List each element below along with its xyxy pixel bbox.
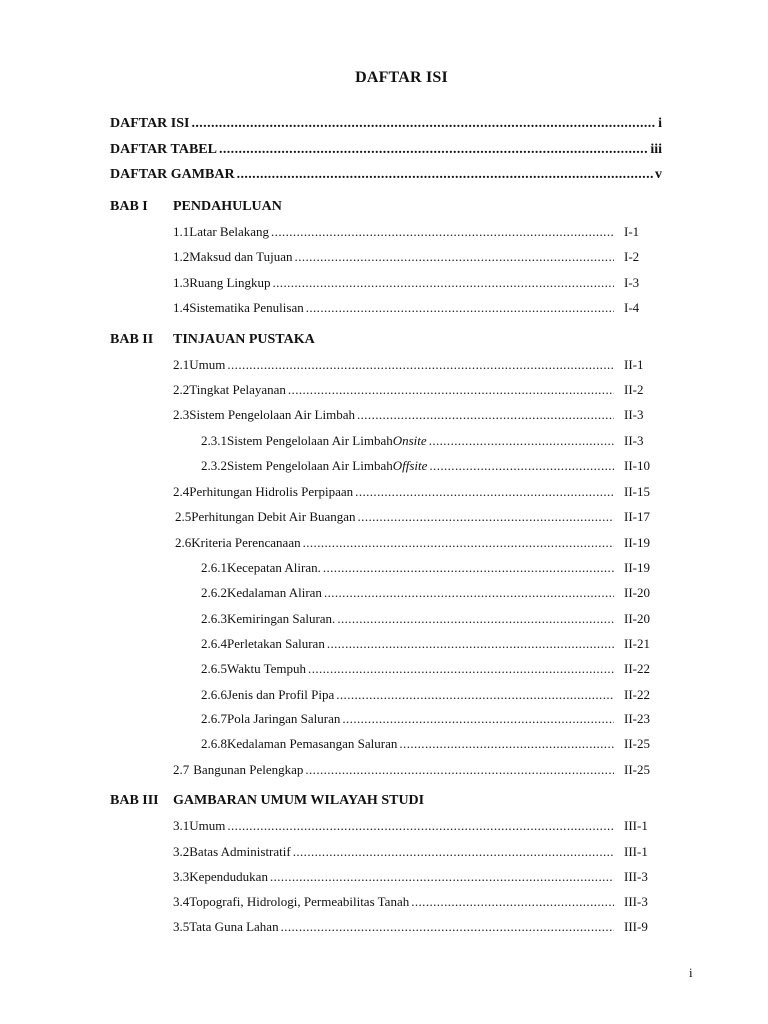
subsection-number: 2.6.2 bbox=[201, 585, 227, 600]
chapter-heading-bab-ii[interactable] bbox=[110, 329, 315, 351]
toc-entry[interactable] bbox=[173, 842, 660, 862]
section-number: 1.4 bbox=[173, 300, 190, 315]
section-number: 3.2 bbox=[173, 844, 190, 859]
toc-subentry[interactable] bbox=[201, 609, 660, 629]
dot-leader bbox=[288, 380, 614, 400]
toc-entry[interactable] bbox=[173, 760, 660, 780]
section-page: I-2 bbox=[624, 249, 640, 264]
section-number: 2.5 bbox=[175, 509, 192, 524]
subsection-page: II-19 bbox=[624, 560, 650, 575]
dot-leader bbox=[342, 709, 614, 729]
subsection-page: II-22 bbox=[624, 687, 650, 702]
dot-leader bbox=[237, 165, 653, 185]
subsection-number: 2.6.6 bbox=[201, 687, 227, 702]
section-page: II-1 bbox=[624, 357, 644, 372]
subsection-page: II-22 bbox=[624, 661, 650, 676]
toc-entry[interactable] bbox=[173, 273, 660, 293]
dot-leader bbox=[355, 482, 614, 502]
dot-leader bbox=[270, 867, 614, 887]
subsection-title-italic: Onsite bbox=[392, 433, 427, 448]
toc-entry[interactable] bbox=[173, 298, 660, 318]
subsection-page: II-20 bbox=[624, 611, 650, 626]
section-page: III-3 bbox=[624, 869, 648, 884]
chapter-heading-bab-i[interactable] bbox=[110, 196, 282, 218]
section-page: III-1 bbox=[624, 844, 648, 859]
section-number: 3.4 bbox=[173, 894, 190, 909]
subsection-page: II-3 bbox=[624, 433, 644, 448]
section-page: III-9 bbox=[624, 919, 648, 934]
section-title: Topografi, Hidrologi, Permeabilitas Tanah bbox=[189, 894, 410, 909]
subsection-title-italic: Offsite bbox=[392, 458, 428, 473]
subsection-number: 2.6.1 bbox=[201, 560, 227, 575]
dot-leader bbox=[305, 760, 614, 780]
toc-subentry[interactable] bbox=[201, 709, 660, 729]
dot-leader bbox=[281, 917, 614, 937]
dot-leader bbox=[327, 634, 614, 654]
toc-entry[interactable] bbox=[173, 355, 660, 375]
toc-entry[interactable] bbox=[175, 507, 660, 527]
subsection-number: 2.6.5 bbox=[201, 661, 227, 676]
section-title: Ruang Lingkup bbox=[189, 275, 271, 290]
toc-entry[interactable] bbox=[175, 533, 660, 553]
dot-leader bbox=[191, 114, 656, 134]
subsection-title: Perletakan Saluran bbox=[227, 636, 325, 651]
section-title: Kependudukan bbox=[189, 869, 268, 884]
subsection-title: Kedalaman Pemasangan Saluran bbox=[227, 736, 398, 751]
chapter-title: TINJAUAN PUSTAKA bbox=[173, 332, 315, 347]
subsection-title: Waktu Tempuh bbox=[227, 661, 307, 676]
toc-entry[interactable] bbox=[173, 222, 660, 242]
section-page: I-1 bbox=[624, 224, 640, 239]
dot-leader bbox=[324, 583, 614, 603]
dot-leader bbox=[429, 431, 614, 451]
section-number: 1.2 bbox=[173, 249, 190, 264]
toc-subentry[interactable] bbox=[201, 634, 660, 654]
subsection-title: Jenis dan Profil Pipa bbox=[227, 687, 335, 702]
page-title: DAFTAR ISI bbox=[355, 69, 448, 86]
toc-entry[interactable] bbox=[173, 405, 660, 425]
section-page: I-4 bbox=[624, 300, 640, 315]
section-title: Tingkat Pelayanan bbox=[189, 382, 286, 397]
toc-subentry[interactable] bbox=[201, 734, 660, 754]
subsection-title: Pola Jaringan Saluran bbox=[227, 711, 341, 726]
chapter-title: PENDAHULUAN bbox=[173, 199, 282, 214]
subsection-number: 2.3.2 bbox=[201, 458, 227, 473]
dot-leader bbox=[429, 456, 614, 476]
toc-subentry[interactable] bbox=[201, 558, 660, 578]
subsection-page: II-25 bbox=[624, 736, 650, 751]
toc-entry-page: v bbox=[655, 167, 662, 182]
section-page: II-17 bbox=[624, 509, 650, 524]
toc-subentry[interactable] bbox=[201, 456, 660, 476]
section-page: II-3 bbox=[624, 407, 644, 422]
chapter-number: BAB II bbox=[110, 332, 154, 347]
toc-entry[interactable] bbox=[173, 892, 660, 912]
toc-entry-daftar-gambar[interactable] bbox=[110, 165, 662, 185]
toc-entry[interactable] bbox=[173, 380, 660, 400]
section-title: Bangunan Pelengkap bbox=[193, 762, 304, 777]
section-page: II-15 bbox=[624, 484, 650, 499]
toc-entry[interactable] bbox=[173, 482, 660, 502]
toc-subentry[interactable] bbox=[201, 659, 660, 679]
toc-entry[interactable] bbox=[173, 816, 660, 836]
toc-subentry[interactable] bbox=[201, 685, 660, 705]
subsection-title: Sistem Pengelolaan Air Limbah bbox=[227, 433, 393, 448]
dot-leader bbox=[357, 405, 614, 425]
section-page: III-3 bbox=[624, 894, 648, 909]
section-title: Tata Guna Lahan bbox=[189, 919, 279, 934]
dot-leader bbox=[295, 247, 614, 267]
section-number: 3.1 bbox=[173, 818, 190, 833]
section-title: Perhitungan Hidrolis Perpipaan bbox=[189, 484, 354, 499]
dot-leader bbox=[227, 355, 614, 375]
dot-leader bbox=[306, 298, 614, 318]
toc-entry-page: iii bbox=[650, 142, 662, 157]
section-number: 2.3 bbox=[173, 407, 190, 422]
chapter-heading-bab-iii[interactable] bbox=[110, 790, 424, 812]
dot-leader bbox=[293, 842, 614, 862]
dot-leader bbox=[399, 734, 614, 754]
dot-leader bbox=[337, 609, 614, 629]
toc-entry-page: i bbox=[658, 116, 662, 131]
section-title: Sistem Pengelolaan Air Limbah bbox=[189, 407, 355, 422]
subsection-title: Kecepatan Aliran. bbox=[227, 560, 321, 575]
section-title: Umum bbox=[189, 818, 226, 833]
section-number: 2.4 bbox=[173, 484, 190, 499]
subsection-number: 2.3.1 bbox=[201, 433, 227, 448]
toc-entry-label: DAFTAR ISI bbox=[110, 116, 190, 131]
toc-entry-daftar-isi[interactable] bbox=[110, 114, 662, 134]
section-title: Umum bbox=[189, 357, 226, 372]
section-number: 2.7 bbox=[173, 762, 190, 777]
toc-entry-daftar-tabel[interactable] bbox=[110, 140, 662, 160]
subsection-number: 2.6.4 bbox=[201, 636, 227, 651]
dot-leader bbox=[411, 892, 614, 912]
subsection-page: II-20 bbox=[624, 585, 650, 600]
toc-entry-label: DAFTAR GAMBAR bbox=[110, 167, 235, 182]
subsection-title: Kedalaman Aliran bbox=[227, 585, 322, 600]
chapter-number: BAB III bbox=[110, 793, 159, 808]
chapter-number: BAB I bbox=[110, 199, 148, 214]
section-page: II-19 bbox=[624, 535, 650, 550]
section-title: Perhitungan Debit Air Buangan bbox=[191, 509, 356, 524]
section-title: Kriteria Perencanaan bbox=[191, 535, 301, 550]
dot-leader bbox=[308, 659, 614, 679]
dot-leader bbox=[336, 685, 614, 705]
section-title: Maksud dan Tujuan bbox=[189, 249, 293, 264]
page-number: i bbox=[689, 965, 693, 980]
dot-leader bbox=[273, 273, 615, 293]
toc-subentry[interactable] bbox=[201, 431, 660, 451]
section-number: 1.3 bbox=[173, 275, 190, 290]
section-number: 2.6 bbox=[175, 535, 192, 550]
subsection-number: 2.6.3 bbox=[201, 611, 227, 626]
subsection-page: II-10 bbox=[624, 458, 650, 473]
toc-entry-label: DAFTAR TABEL bbox=[110, 142, 217, 157]
section-number: 2.2 bbox=[173, 382, 190, 397]
subsection-title: Sistem Pengelolaan Air Limbah bbox=[227, 458, 393, 473]
toc-entry[interactable] bbox=[173, 247, 660, 267]
section-title: Sistematika Penulisan bbox=[189, 300, 304, 315]
subsection-page: II-23 bbox=[624, 711, 650, 726]
dot-leader bbox=[323, 558, 614, 578]
section-number: 1.1 bbox=[173, 224, 190, 239]
toc-subentry[interactable] bbox=[201, 583, 660, 603]
section-number: 3.3 bbox=[173, 869, 190, 884]
subsection-number: 2.6.8 bbox=[201, 736, 227, 751]
section-title: Batas Administratif bbox=[189, 844, 291, 859]
toc-entry[interactable] bbox=[173, 917, 660, 937]
subsection-page: II-21 bbox=[624, 636, 650, 651]
section-page: I-3 bbox=[624, 275, 640, 290]
chapter-title: GAMBARAN UMUM WILAYAH STUDI bbox=[173, 793, 425, 808]
section-page: II-2 bbox=[624, 382, 644, 397]
subsection-title: Kemiringan Saluran. bbox=[227, 611, 336, 626]
section-page: III-1 bbox=[624, 818, 648, 833]
subsection-number: 2.6.7 bbox=[201, 711, 227, 726]
dot-leader bbox=[271, 222, 614, 242]
dot-leader bbox=[219, 140, 648, 160]
dot-leader bbox=[227, 816, 614, 836]
dot-leader bbox=[303, 533, 614, 553]
section-number: 2.1 bbox=[173, 357, 190, 372]
section-number: 3.5 bbox=[173, 919, 190, 934]
section-page: II-25 bbox=[624, 762, 650, 777]
toc-entry[interactable] bbox=[173, 867, 660, 887]
section-title: Latar Belakang bbox=[189, 224, 270, 239]
dot-leader bbox=[358, 507, 614, 527]
